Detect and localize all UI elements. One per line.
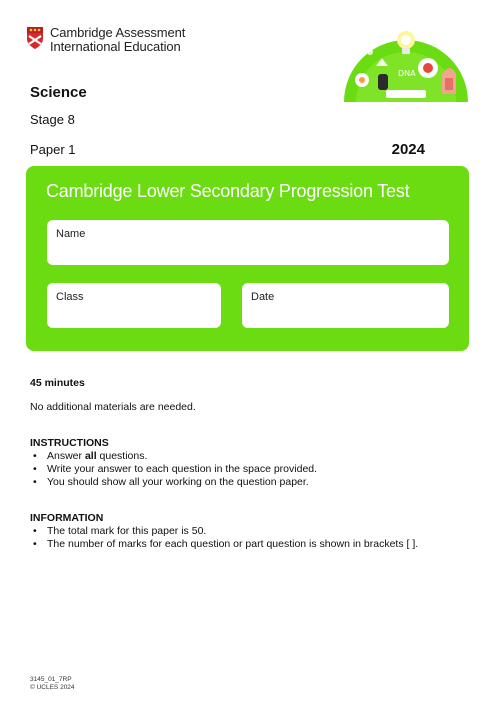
stage-label: Stage 8 (30, 112, 75, 127)
svg-text:DNA: DNA (398, 69, 416, 78)
bullet-icon: • (33, 450, 37, 462)
materials-text: No additional materials are needed. (30, 401, 196, 413)
list-item (30, 476, 317, 489)
copyright-text: © UCLES 2024 (30, 684, 75, 691)
class-field-label: Class (56, 291, 84, 303)
information-list (30, 525, 418, 551)
cambridge-shield-icon (26, 26, 44, 50)
list-item (30, 450, 317, 463)
information-heading: INFORMATION (30, 512, 104, 524)
paper-code (30, 676, 75, 692)
org-name-line2: International Education (50, 39, 181, 54)
org-name (50, 26, 185, 54)
bullet-icon: • (33, 463, 37, 475)
information-text: The number of marks for each question or part question is shown in brackets [ ]. (47, 538, 419, 550)
org-logo (26, 26, 185, 54)
bullet-icon: • (33, 525, 37, 537)
year-label: 2024 (391, 141, 425, 158)
instruction-text: Write your answer to each question in the space provided. (47, 463, 318, 475)
paper-code-text: 3145_01_7RP (30, 676, 72, 683)
test-title-panel (26, 166, 469, 351)
instruction-text: Answer all questions. (47, 450, 148, 462)
bullet-icon: • (33, 538, 37, 550)
list-item (30, 463, 317, 476)
duration-text: 45 minutes (30, 377, 85, 389)
instruction-text: You should show all your working on the question paper. (47, 476, 309, 488)
instructions-list (30, 450, 317, 489)
science-illustration-icon (342, 18, 470, 102)
information-text: The total mark for this paper is 50. (47, 525, 207, 537)
class-field[interactable] (47, 283, 221, 328)
instructions-heading: INSTRUCTIONS (30, 437, 109, 449)
bullet-icon: • (33, 476, 37, 488)
panel-title: Cambridge Lower Secondary Progression Test (46, 181, 410, 201)
subject-title: Science (30, 84, 87, 101)
org-name-line1: Cambridge Assessment (50, 25, 186, 40)
list-item (30, 538, 418, 551)
list-item (30, 525, 418, 538)
name-field[interactable] (47, 220, 449, 265)
paper-label: Paper 1 (30, 142, 76, 157)
name-field-label: Name (56, 228, 86, 240)
date-field[interactable] (242, 283, 449, 328)
date-field-label: Date (251, 291, 275, 303)
